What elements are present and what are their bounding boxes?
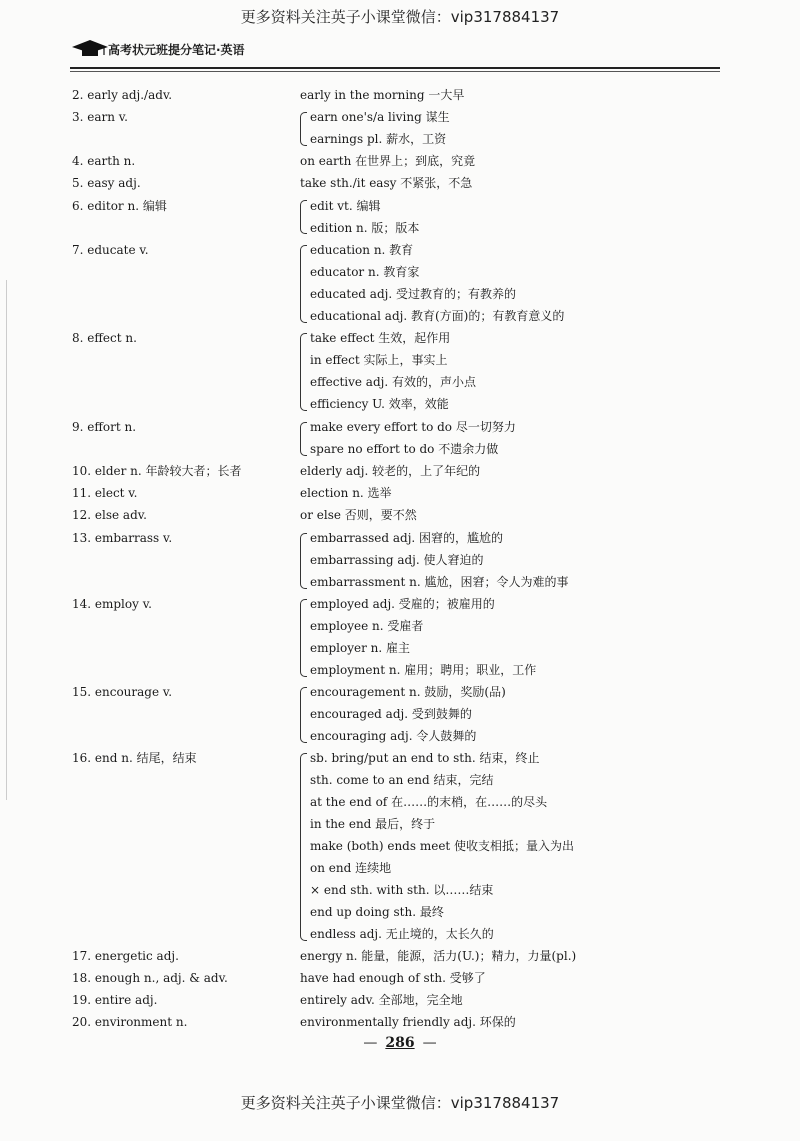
entry-line: spare no effort to do 不遗余力做: [310, 442, 499, 456]
entry-line: sb. bring/put an end to sth. 结束，终止: [310, 751, 540, 765]
entry-line: × end sth. with sth. 以……结束: [310, 883, 494, 897]
entry-line: employment n. 雇用；聘用；职业，工作: [310, 663, 537, 677]
entry-line: election n. 选举: [300, 486, 392, 500]
entry-line: edit vt. 编辑: [310, 199, 381, 213]
scan-edge: [6, 280, 7, 800]
entry-head-educate: 7. educate v.: [72, 243, 149, 257]
entry-line: elderly adj. 较老的，上了年纪的: [300, 464, 481, 478]
entry-line: efficiency U. 效率，效能: [310, 397, 449, 411]
entry-line: embarrassing adj. 使人窘迫的: [310, 553, 484, 567]
entry-line: early in the morning 一大早: [300, 88, 465, 102]
entry-line: take sth./it easy 不紧张，不急: [300, 176, 473, 190]
brace: [300, 599, 307, 677]
entry-line: embarrassment n. 尴尬，困窘；令人为难的事: [310, 575, 569, 589]
header-title: 高考状元班提分笔记·英语: [108, 43, 245, 57]
entry-line: encouragement n. 鼓励，奖励(品): [310, 685, 506, 699]
watermark-bottom: 更多资料关注英子小课堂微信：vip317884137: [240, 1094, 560, 1112]
entry-head-environment: 20. environment n.: [72, 1015, 188, 1029]
entry-line: endless adj. 无止境的，太长久的: [310, 927, 494, 941]
watermark-top: 更多资料关注英子小课堂微信：vip317884137: [240, 8, 560, 26]
entry-line: employee n. 受雇者: [310, 619, 424, 633]
brace: [300, 200, 307, 234]
brace: [300, 422, 307, 456]
entry-head-earth: 4. earth n.: [72, 154, 136, 168]
entry-head-employ: 14. employ v.: [72, 597, 152, 611]
entry-head-entire: 19. entire adj.: [72, 993, 158, 1007]
entry-line: make (both) ends meet 使收支相抵；量入为出: [310, 839, 575, 853]
entry-line: educated adj. 受过教育的；有教养的: [310, 287, 516, 301]
entry-head-elder: 10. elder n. 年龄较大者；长者: [72, 464, 242, 478]
entry-line: earn one's/a living 谋生: [310, 110, 450, 124]
entry-line: end up doing sth. 最终: [310, 905, 444, 919]
entry-line: educational adj. 教育(方面)的；有教育意义的: [310, 309, 565, 323]
entry-line: environmentally friendly adj. 环保的: [300, 1015, 516, 1029]
entry-line: encouraging adj. 令人鼓舞的: [310, 729, 477, 743]
brace: [300, 112, 307, 146]
header-rule-thin: [70, 71, 720, 72]
brace: [300, 753, 307, 941]
entry-line: encouraged adj. 受到鼓舞的: [310, 707, 472, 721]
entry-line: education n. 教育: [310, 243, 414, 257]
entry-head-elect: 11. elect v.: [72, 486, 138, 500]
entry-head-energetic: 17. energetic adj.: [72, 949, 179, 963]
entry-line: in effect 实际上，事实上: [310, 353, 448, 367]
entry-head-easy: 5. easy adj.: [72, 176, 141, 190]
entry-line: take effect 生效，起作用: [310, 331, 451, 345]
entry-line: embarrassed adj. 困窘的，尴尬的: [310, 531, 504, 545]
brace: [300, 333, 307, 411]
entry-head-earn: 3. earn v.: [72, 110, 128, 124]
entry-line: employer n. 雇主: [310, 641, 411, 655]
entry-head-enough: 18. enough n., adj. & adv.: [72, 971, 228, 985]
brace: [300, 533, 307, 589]
entry-line: educator n. 教育家: [310, 265, 420, 279]
entry-line: employed adj. 受雇的；被雇用的: [310, 597, 495, 611]
graduation-cap-icon: [70, 38, 110, 58]
entry-line: have had enough of sth. 受够了: [300, 971, 486, 985]
entry-line: on earth 在世界上；到底，究竟: [300, 154, 476, 168]
header-rule: [70, 67, 720, 69]
entry-line: energy n. 能量，能源，活力(U.)；精力，力量(pl.): [300, 949, 577, 963]
entry-line: in the end 最后，终于: [310, 817, 436, 831]
entry-head-editor: 6. editor n. 编辑: [72, 199, 167, 213]
entry-line: sth. come to an end 结束，完结: [310, 773, 494, 787]
entry-line: at the end of 在……的末梢，在……的尽头: [310, 795, 548, 809]
brace: [300, 687, 307, 743]
entry-head-end: 16. end n. 结尾，结束: [72, 751, 197, 765]
entry-line: effective adj. 有效的，声小点: [310, 375, 476, 389]
entry-line: entirely adv. 全部地，完全地: [300, 993, 463, 1007]
entry-line: or else 否则，要不然: [300, 508, 417, 522]
brace: [300, 245, 307, 323]
entry-line: make every effort to do 尽一切努力: [310, 420, 516, 434]
entry-line: on end 连续地: [310, 861, 392, 875]
entry-head-effort: 9. effort n.: [72, 420, 137, 434]
entry-head-early: 2. early adj./adv.: [72, 88, 173, 102]
entry-head-embarrass: 13. embarrass v.: [72, 531, 173, 545]
entry-head-effect: 8. effect n.: [72, 331, 137, 345]
page-header: [70, 36, 245, 58]
entry-head-else: 12. else adv.: [72, 508, 147, 522]
entry-head-encourage: 15. encourage v.: [72, 685, 173, 699]
page-number: — 286 —: [363, 1035, 437, 1051]
entry-line: earnings pl. 薪水，工资: [310, 132, 447, 146]
entry-line: edition n. 版；版本: [310, 221, 420, 235]
